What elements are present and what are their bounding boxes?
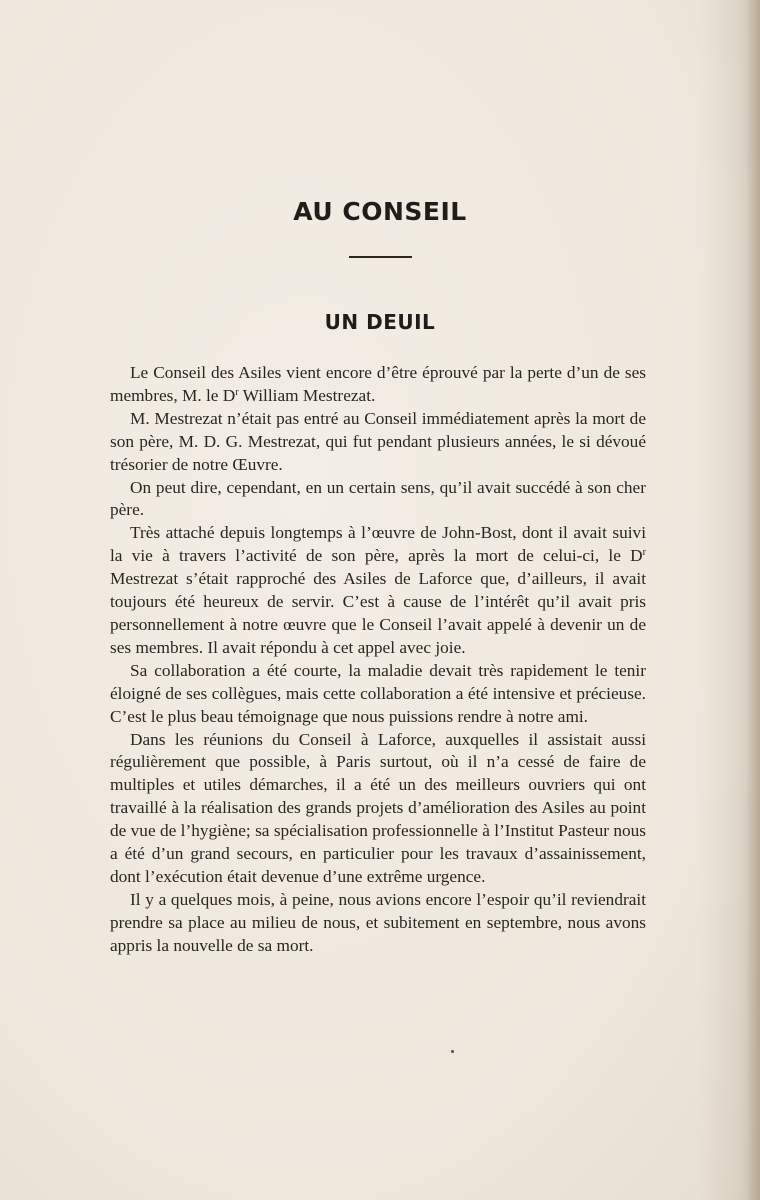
page-title: AU CONSEIL bbox=[293, 197, 467, 226]
title-divider bbox=[349, 256, 412, 258]
paragraph: Il y a quelques mois, à peine, nous avions encore l’espoir qu’il reviendrait prendre sa place au milieu de nous, et subitement en septembre, nous avons appris la nouvelle de sa mort. bbox=[110, 889, 646, 955]
article-body bbox=[110, 362, 646, 958]
paragraph: On peut dire, cependant, en un certain sens, qu’il avait succédé à son cher père. bbox=[110, 477, 646, 520]
paragraph: M. Mestrezat n’était pas entré au Conseil immédiatement après la mort de son père, M. D. G. Mestrezat, qui fut pendant plusieurs années, le si dévoué trésorier de notre Œuvre. bbox=[110, 408, 646, 474]
page-mark bbox=[451, 1050, 454, 1053]
page-edge bbox=[746, 0, 760, 1200]
paragraph: Très attaché depuis longtemps à l’œuvre de John-Bost, dont il avait suivi la vie à travers l’activité de son père, après la mort de celui-ci, le $D^r$ Mestrezat s’était rapproché des Asiles de Laforce que, d’ailleurs, il avait toujours été heureux de servir. C’est à cause de l’intérêt qu’il avait pris personnellement à notre œuvre que le Conseil l’avait appelé à devenir un de ses membres. Il avait répondu à cet appel avec joie. bbox=[110, 523, 646, 657]
paragraph: Dans les réunions du Conseil à Laforce, auxquelles il assistait aussi régulièrement que possible, à Paris surtout, où il n’a cessé de faire de multiples et utiles démarches, il a été un des meilleurs ouvriers qui ont travaillé à la réalisation des grands projets d’amélioration des Asiles au point de vue de l’hygiène; sa spécialisation professionnelle à l’Institut Pasteur nous a été d’un grand secours, en particulier pour les travaux d’assainissement, dont l’exécution était devenue d’une extrême urgence. bbox=[110, 729, 646, 886]
paragraph: Le Conseil des Asiles vient encore d’être éprouvé par la perte d’un de ses membres, M. le $D^r$ William Mestrezat. bbox=[110, 363, 646, 405]
paragraph: Sa collaboration a été courte, la maladie devait très rapidement le tenir éloigné de ses collègues, mais cette collaboration a été intensive et précieuse. C’est le plus beau témoignage que nous puissions rendre à notre ami. bbox=[110, 660, 646, 726]
section-title: UN DEUIL bbox=[324, 310, 436, 334]
